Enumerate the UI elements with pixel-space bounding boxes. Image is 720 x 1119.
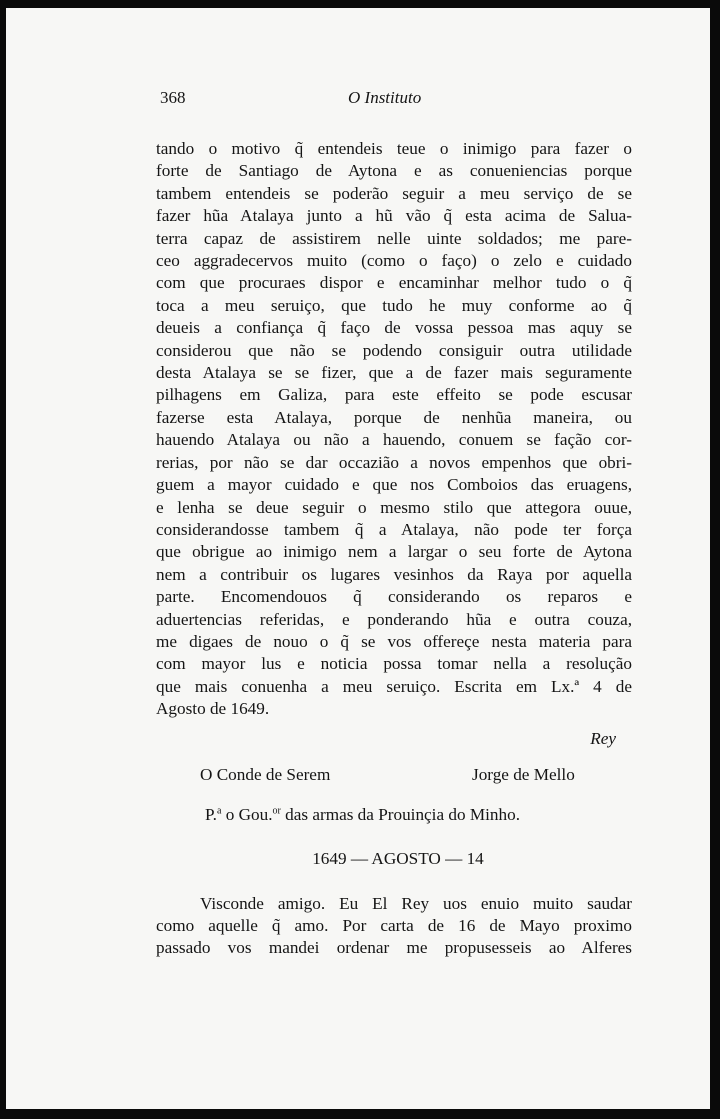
- text-line: considerandosse tambem q̃ a Atalaya, não pode ter força: [156, 519, 632, 539]
- text-line: tando o motivo q̃ entendeis teue o inimigo para fazer o: [156, 139, 632, 158]
- text-line: terra capaz de assistirem nelle uinte soldados; me pare-: [156, 228, 632, 248]
- text-line: fazerse esta Atalaya, porque de nenhũa maneira, ou: [156, 407, 632, 427]
- addressee-mid: o Gou.: [221, 804, 273, 824]
- text-line: aduertencias referidas, e ponderando hũa e outra couza,: [156, 609, 632, 629]
- text-line: desta Atalaya se se fizer, que a de fazer mais seguramente: [156, 363, 632, 383]
- text-line: pilhagens em Galiza, para este effeito se pode escusar: [156, 385, 632, 405]
- text-line: deueis a confiança q̃ faço de vossa pessoa mas aquy se: [156, 318, 632, 338]
- text-line: ceo aggradecervos muito (como o faço) o zelo e cuidado: [156, 251, 632, 271]
- signatory-right: Jorge de Mello: [472, 764, 575, 784]
- text-line: fazer hũa Atalaya junto a hũ vão q̃ esta acima de Salua-: [156, 206, 632, 226]
- book-page: [6, 8, 710, 1109]
- text-line: que mais conuenha a meu seruiço. Escrita em Lx.ª 4 de: [156, 676, 632, 696]
- text-line: passado vos mandei ordenar me propusesseis ao Alferes: [156, 938, 632, 958]
- signatory-left: O Conde de Serem: [200, 764, 331, 784]
- page-number: 368: [160, 88, 186, 107]
- text-line: considerou que não se podendo consiguir outra utilidade: [156, 340, 632, 360]
- date-heading: 1649 — AGOSTO — 14: [312, 848, 484, 868]
- text-line: forte de Santiago de Aytona e as conueniencias porque: [156, 161, 632, 181]
- signature-rey: Rey: [590, 728, 616, 748]
- text-line: toca a meu seruiço, que tudo he muy conforme ao q̃: [156, 295, 632, 315]
- text-line: como aquelle q̃ amo. Por carta de 16 de Mayo proximo: [156, 915, 632, 935]
- text-line: com mayor lus e noticia possa tomar nella a resolução: [156, 654, 632, 674]
- text-line: guem a mayor cuidado e que nos Comboios das eruagens,: [156, 475, 632, 495]
- text-line: rerias, por não se dar occazião a novos empenhos que obri-: [156, 452, 632, 472]
- addressee-superscript: or: [272, 804, 281, 816]
- text-line: nem a contribuir os lugares vesinhos da Raya por aquella: [156, 564, 632, 584]
- addressee-prefix: P.: [205, 804, 217, 824]
- page-content: [156, 88, 632, 960]
- text-line: Agosto de 1649.: [156, 699, 270, 719]
- text-line: com que procuraes dispor e encaminhar melhor tudo o q̃: [156, 273, 632, 293]
- running-title: O Instituto: [348, 88, 422, 107]
- text-line: e lenha se deue seguir o mesmo stilo que attegora ouue,: [156, 497, 632, 517]
- addressee-line: [156, 805, 632, 831]
- text-line: parte. Encomendouos q̃ considerando os reparos e: [156, 587, 632, 607]
- text-line: tambem entendeis se poderão seguir a meu serviço de se: [156, 183, 632, 203]
- text-line: Visconde amigo. Eu El Rey uos enuio muito saudar: [200, 893, 632, 913]
- addressee-suffix: das armas da Prouinçia do Minho.: [280, 804, 520, 824]
- text-line: me digaes de nouo o q̃ se vos offereçe nesta materia para: [156, 631, 632, 651]
- letter-2-body: [156, 893, 632, 960]
- text-line: hauendo Atalaya ou não a hauendo, conuem se fação cor-: [156, 430, 632, 450]
- letter-1-body: [156, 138, 632, 721]
- signatories: [156, 765, 632, 793]
- text-line: que obrigue ao inimigo nem a largar o seu forte de Aytona: [156, 542, 632, 562]
- addressee-superscript: a: [216, 804, 222, 816]
- running-head: [156, 88, 632, 114]
